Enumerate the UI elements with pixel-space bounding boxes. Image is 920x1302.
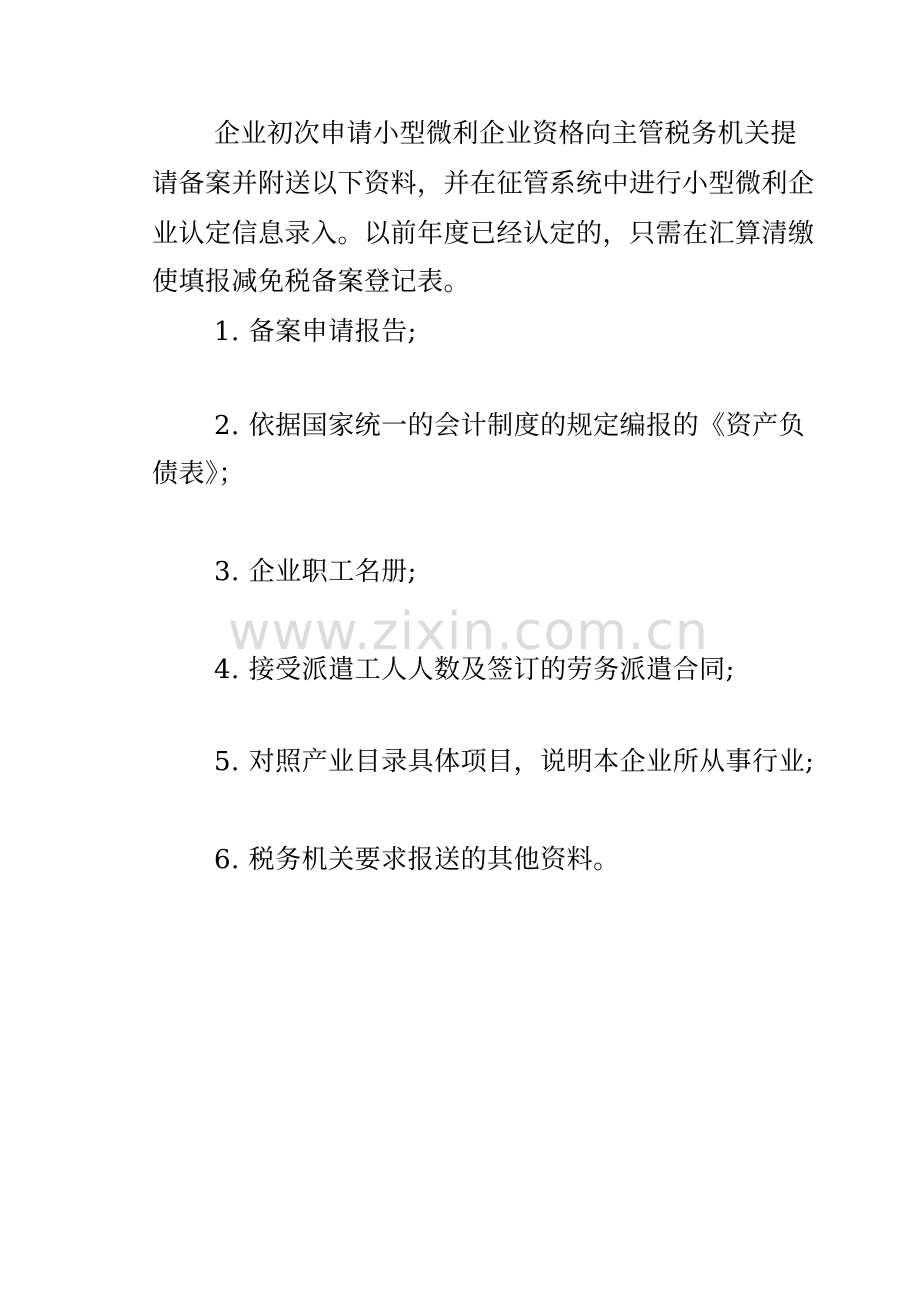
list-item-5: 5. 对照产业目录具体项目，说明本企业所从事行业; <box>214 747 815 777</box>
list-item-6: 6. 税务机关要求报送的其他资料。 <box>214 845 620 875</box>
intro-line-2: 请备案并附送以下资料，并在征管系统中进行小型微利企 <box>152 169 815 199</box>
intro-line-4: 使填报减免税备案登记表。 <box>152 267 471 297</box>
watermark: www.zixin.com.cn <box>228 602 709 662</box>
list-item-1: 1. 备案申请报告; <box>214 317 417 347</box>
list-item-2-continuation: 债表》； <box>152 459 246 489</box>
list-item-2: 2. 依据国家统一的会计制度的规定编报的《资产负 <box>214 411 806 441</box>
intro-line-1: 企业初次申请小型微利企业资格向主管税务机关提 <box>214 119 798 149</box>
list-item-3: 3. 企业职工名册; <box>214 557 417 587</box>
intro-line-3: 业认定信息录入。以前年度已经认定的，只需在汇算清缴 <box>152 219 815 249</box>
list-item-4: 4. 接受派遣工人人数及签订的劳务派遣合同; <box>214 655 735 685</box>
